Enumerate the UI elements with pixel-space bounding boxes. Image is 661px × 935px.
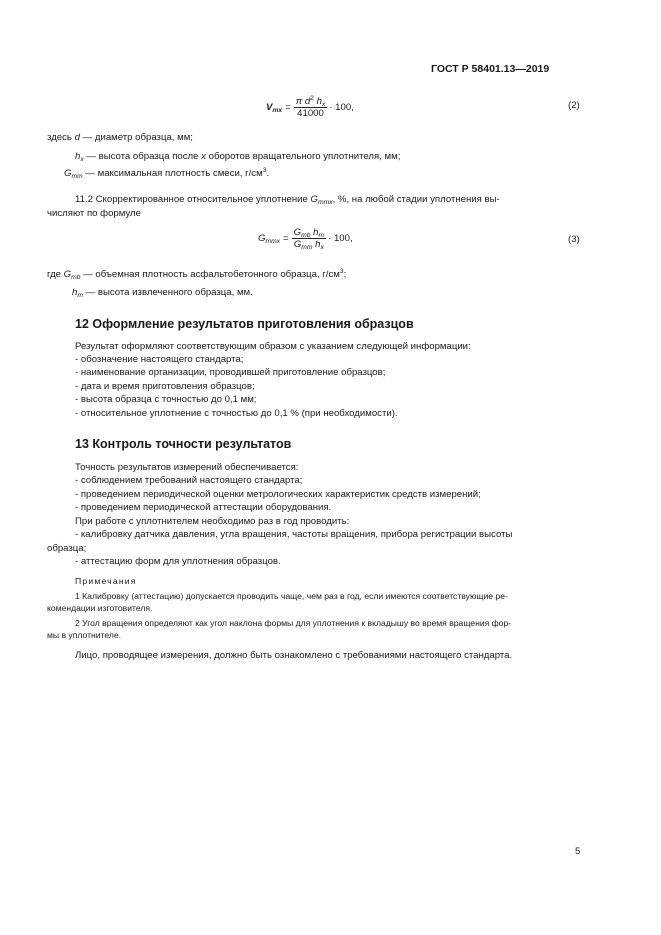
section-13-intro2: При работе с уплотнителем необходимо раз в год проводить: <box>75 516 350 527</box>
list-item: - относительное уплотнение с точностью до 0,1 % (при необходимости). <box>75 408 398 419</box>
para-11-2-line1: 11.2 Скорректированное относительное уплотнение $G_{mmx}$, %, на любой стадии уплотнения вы- <box>75 194 500 206</box>
where-gmm: $G_{mm}$ — максимальная плотность смеси, $г/см^3$. <box>64 167 270 180</box>
list-item: - аттестацию форм для уплотнения образцов. <box>75 556 281 567</box>
list-item: - соблюдением требований настоящего стандарта; <box>75 475 303 486</box>
list-item: - наименование организации, проводившей приготовление образцов; <box>75 367 386 378</box>
final-paragraph: Лицо, проводящее измерения, должно быть ознакомлено с требованиями настоящего стандарта. <box>75 650 513 661</box>
list-item: - дата и время приготовления образцов; <box>75 381 255 392</box>
where-hx: $h_x$ — высота образца после x оборотов вращательного уплотнителя, мм; <box>75 151 401 163</box>
where-hm: $h_m$ — высота извлеченного образца, мм. <box>72 287 253 299</box>
list-item: - калибровку датчика давления, угла вращения, частоты вращения, прибора регистрации высоты <box>75 529 513 540</box>
note-1-line1: 1 Калибровку (аттестацию) допускается проводить чаще, чем раз в год, если имеются соответствующие ре- <box>75 591 508 601</box>
section-12-intro: Результат оформляют соответствующим образом с указанием следующей информации: <box>75 341 471 352</box>
para-11-2-line2: числяют по формуле <box>47 208 141 219</box>
formula-2-number: (2) <box>568 100 580 111</box>
note-1-line2: комендации изготовителя. <box>47 603 153 613</box>
list-item: - высота образца с точностью до 0,1 мм; <box>75 394 257 405</box>
list-item-continuation: образца; <box>47 543 87 554</box>
note-2-line2: мы в уплотнителе. <box>47 630 122 640</box>
list-item: - проведением периодической аттестации оборудования. <box>75 502 332 513</box>
section-12-heading: 12 Оформление результатов приготовления образцов <box>75 317 414 331</box>
where-d: здесь d — диаметр образца, мм; <box>47 132 193 143</box>
list-item: - обозначение настоящего стандарта; <box>75 354 244 365</box>
list-item: - проведением периодической оценки метрологических характеристик средств измерений; <box>75 489 481 500</box>
where-gmb: где $G_{mb}$ — объемная плотность асфальтобетонного образца, $г/см^3$; <box>47 268 347 281</box>
section-13-intro: Точность результатов измерений обеспечивается: <box>75 462 299 473</box>
section-13-heading: 13 Контроль точности результатов <box>75 437 292 451</box>
document-id: ГОСТ Р 58401.13—2019 <box>431 63 550 75</box>
formula-3: $G_{mmx}$ = $\frac{G_{mb} h_m}{G_{mm} h_x}$ · 100, <box>258 227 353 251</box>
formula-2: $V_{mx}$ = $\frac{\pi d^2 h_x}{41000}$ · 100, <box>266 95 354 119</box>
formula-3-number: (3) <box>568 234 580 245</box>
note-2-line1: 2 Угол вращения определяют как угол наклона формы для уплотнения к вкладышу во время вращения фор- <box>75 618 512 628</box>
notes-title: Примечания <box>75 576 137 586</box>
page-number: 5 <box>575 846 581 857</box>
